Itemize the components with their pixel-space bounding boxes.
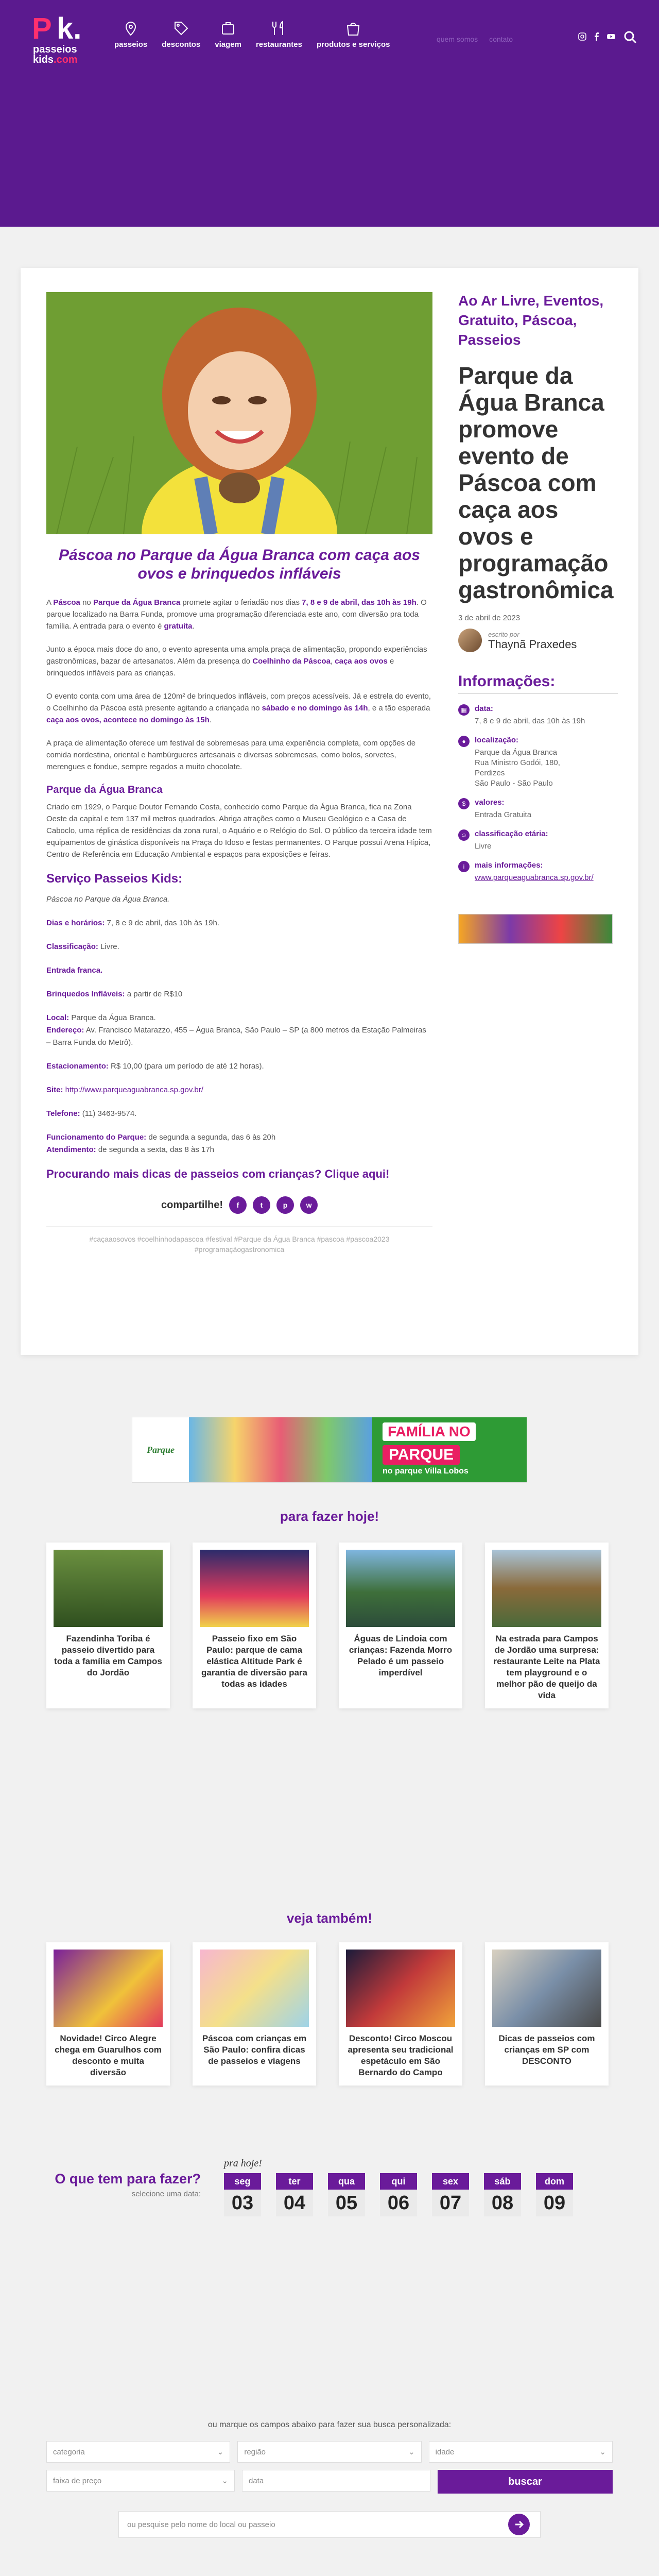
banner-text-3: no parque Villa Lobos (383, 1467, 469, 1476)
article-subtitle: Páscoa no Parque da Água Branca com caça aos ovos e brinquedos infláveis (59, 547, 420, 582)
logo-letter-p: P (32, 12, 52, 45)
dollar-icon: $ (458, 798, 470, 809)
nav-label: passeios (114, 40, 148, 49)
nav-item-viagem[interactable] (215, 20, 241, 49)
suitcase-icon (219, 20, 237, 37)
post-thumbnail (200, 1550, 309, 1627)
post-thumbnail (54, 1550, 163, 1627)
day-button[interactable]: qua 05 (328, 2173, 365, 2216)
see-also-cards (46, 1942, 613, 2086)
search-filters (46, 2420, 613, 2538)
nav-label: viagem (215, 40, 241, 49)
logo-text-kids: kids.com (33, 54, 78, 65)
paragraph-1: A Páscoa no Parque da Água Branca promete agitar o feriadão nos dias 7, 8 e 9 de abril, das 10h às 19h. O parque localizado na Barra Funda, promove uma programação diferenciada este ano, com diversão pra toda família. A entrada para o evento é gratuita. (46, 598, 427, 631)
main-nav (114, 20, 390, 49)
more-tips-link[interactable]: Procurando mais dicas de passeios com crianças? Clique aqui! (46, 1167, 390, 1180)
day-button[interactable]: sáb 08 (484, 2173, 521, 2216)
post-thumbnail (200, 1950, 309, 2027)
paragraph-3: O evento conta com uma área de 120m² de brinquedos infláveis, com preços acessíveis. Já e estrela do evento, o Coelhinho da Páscoa está presente agitando a criançada no sábado e no domingo às 14h, e a tão esperada caça aos ovos, acontece no domingo às 15h. (46, 692, 431, 724)
info-data: ▦ data: 7, 8 e 9 de abril, das 10h às 19h (458, 704, 618, 726)
post-card[interactable] (193, 1942, 316, 2086)
nav-item-produtos[interactable] (317, 20, 390, 49)
info-icon: i (458, 861, 470, 872)
share-label: compartilhe! (161, 1199, 223, 1211)
servico-dias: Dias e horários: 7, 8 e 9 de abril, das 10h às 19h. (46, 919, 220, 927)
post-card[interactable] (339, 1543, 462, 1708)
author-prefix: escrito por (488, 630, 519, 638)
arrow-right-icon[interactable] (508, 2514, 530, 2535)
site-header (0, 0, 659, 227)
nav-item-descontos[interactable] (162, 20, 200, 49)
price-select[interactable]: faixa de preço ⌄ (46, 2470, 235, 2492)
more-info-link[interactable]: www.parqueaguabranca.sp.gov.br/ (475, 873, 594, 882)
post-thumbnail (54, 1950, 163, 2027)
post-title: Fazendinha Toriba é passeio divertido para toda a família em Campos do Jordão (54, 1634, 162, 1677)
facebook-icon[interactable] (592, 32, 601, 41)
filters-title: ou marque os campos abaixo para fazer sua busca personalizada: (207, 2420, 452, 2429)
article-date: 3 de abril de 2023 (458, 614, 521, 622)
article-sidebar (458, 291, 618, 944)
category-select[interactable]: categoria ⌄ (46, 2441, 230, 2463)
place-search-input[interactable]: ou pesquise pelo nome do local ou passeio (118, 2511, 541, 2538)
post-card[interactable] (46, 1543, 170, 1708)
see-also-section-title: veja também! (286, 1910, 373, 1926)
link-contato[interactable]: contato (489, 35, 513, 43)
calendar-icon: ▦ (458, 704, 470, 716)
nav-item-restaurantes[interactable] (256, 20, 302, 49)
servico-estacionamento: Estacionamento: R$ 10,00 (para um período de até 12 horas). (46, 1062, 264, 1071)
post-title: Desconto! Circo Moscou apresenta seu tradicional espetáculo em São Bernardo do Campo (348, 2033, 454, 2077)
date-picker-subtitle: selecione uma data: (131, 2190, 201, 2198)
paragraph-4: A praça de alimentação oferece um festival de sobremesas para uma experiência completa, com opções de comida nordestina, oriental e hambúrgueres artesanais e diversas sobremesas, como bolos, sorvetes, merengues e fondue, sempre regados a muito chocolate. (46, 739, 416, 771)
search-icon[interactable] (623, 30, 637, 44)
region-select[interactable]: região ⌄ (237, 2441, 421, 2463)
info-price: $ valores: Entrada Gratuita (458, 798, 618, 820)
banner-logo: Parque (132, 1417, 189, 1482)
date-picker-section (46, 2158, 613, 2214)
link-quem-somos[interactable]: quem somos (437, 35, 478, 43)
banner-text-2: PARQUE (383, 1445, 460, 1465)
post-title: Novidade! Circo Alegre chega em Guarulhos com desconto e muita diversão (55, 2033, 162, 2077)
article-card (21, 268, 638, 1355)
post-thumbnail (492, 1950, 601, 2027)
today-section-title: para fazer hoje! (280, 1509, 379, 1524)
day-list (224, 2173, 573, 2216)
author-name: Thaynã Praxedes (488, 637, 577, 651)
nav-label: restaurantes (255, 40, 302, 49)
share-bar (46, 1196, 432, 1214)
today-hint: pra hoje! (224, 2158, 262, 2169)
logo-text-passeios: passeios (33, 44, 77, 55)
post-title: Na estrada para Campos de Jordão uma surpresa: restaurante Leite na Plata tem playground e o melhor pão de queijo da vida (493, 1634, 600, 1700)
share-pinterest-icon[interactable]: p (276, 1196, 294, 1214)
servico-local: Local: Parque da Água Branca. Endereço: Av. Francisco Matarazzo, 455 – Água Branca, São Paulo – SP (a 800 metros da Estação Palmeiras – Barra Funda do Metrô). (46, 1013, 426, 1047)
nav-item-passeios[interactable] (114, 20, 147, 49)
post-title: Passeio fixo em São Paulo: parque de cama elástica Altitude Park é garantia de diversão para todas as idades (201, 1634, 307, 1689)
servico-classificacao: Classificação: Livre. (46, 942, 119, 951)
heading-servico: Serviço Passeios Kids: (46, 872, 183, 886)
post-thumbnail (492, 1550, 601, 1627)
chevron-down-icon: ⌄ (221, 2477, 228, 2485)
post-title: Águas de Lindoia com crianças: Fazenda Morro Pelado é um passeio imperdível (349, 1634, 453, 1677)
header-socials (578, 32, 616, 41)
site-logo[interactable] (32, 13, 94, 65)
day-button[interactable]: dom 09 (536, 2173, 573, 2216)
date-picker-title: O que tem para fazer? (55, 2171, 201, 2187)
info-title: Informações: (458, 673, 618, 694)
sidebar-ad-banner[interactable] (458, 914, 613, 944)
youtube-icon[interactable] (606, 32, 616, 41)
servico-funcionamento: Funcionamento do Parque: de segunda a segunda, das 6 às 20h Atendimento: de segunda a sexta, das 8 às 17h (46, 1133, 276, 1154)
article-title: Parque da Água Branca promove evento de Páscoa com caça aos ovos e programação gastronômica (458, 362, 614, 603)
day-button[interactable]: qui 06 (380, 2173, 417, 2216)
post-card[interactable] (339, 1942, 462, 2086)
familia-no-parque-banner[interactable] (132, 1417, 527, 1483)
paragraph-2: Junto a época mais doce do ano, o evento apresenta uma ampla praça de alimentação, propondo experiências gastronômicas, bazar de artesanatos. Além da presença do Coelhinho da Páscoa, caça aos ovos e brinquedos infláveis para as crianças. (46, 645, 427, 677)
banner-text-1: FAMÍLIA NO (383, 1422, 476, 1441)
age-select[interactable]: idade ⌄ (429, 2441, 613, 2463)
post-title: Páscoa com crianças em São Paulo: confira dicas de passeios e viagens (202, 2033, 307, 2066)
share-facebook-icon[interactable]: f (229, 1196, 247, 1214)
nav-label: produtos e serviços (316, 40, 390, 49)
chevron-down-icon: ⌄ (408, 2448, 415, 2456)
top-links (437, 35, 513, 43)
servico-entrada: Entrada franca. (46, 966, 103, 975)
shopping-icon (344, 20, 362, 37)
site-link[interactable]: http://www.parqueaguabranca.sp.gov.br/ (63, 1086, 203, 1094)
avatar (458, 629, 482, 652)
banner-photos (189, 1417, 372, 1482)
chevron-down-icon: ⌄ (217, 2448, 224, 2456)
banner-text-area (372, 1417, 527, 1482)
chevron-down-icon: ⌄ (599, 2448, 606, 2456)
post-thumbnail (346, 1550, 455, 1627)
share-twitter-icon[interactable]: t (253, 1196, 270, 1214)
map-pin-icon (122, 20, 140, 37)
instagram-icon[interactable] (578, 32, 587, 41)
nav-label: descontos (162, 40, 201, 49)
tag-icon (172, 20, 190, 37)
info-more: i mais informações: www.parqueaguabranca.sp.gov.br/ (458, 861, 618, 883)
people-icon: ☺ (458, 829, 470, 841)
fork-knife-icon (270, 20, 288, 37)
article-categories[interactable]: Ao Ar Livre, Eventos, Gratuito, Páscoa, Passeios (458, 293, 604, 348)
child-photo (46, 292, 432, 534)
servico-site: Site: http://www.parqueaguabranca.sp.gov.br/ (46, 1086, 203, 1094)
heading-parque: Parque da Água Branca (46, 784, 163, 795)
info-location: ● localização: Parque da Água Branca Rua Ministro Godói, 180, Perdizes São Paulo - São Paulo (458, 736, 618, 789)
info-age: ☺ classificação etária: Livre (458, 829, 618, 852)
post-title: Dicas de passeios com crianças em SP com DESCONTO (498, 2033, 595, 2066)
day-button[interactable]: seg 03 (224, 2173, 261, 2216)
location-icon: ● (458, 736, 470, 747)
today-cards (46, 1543, 613, 1708)
post-card[interactable] (485, 1543, 609, 1708)
post-card[interactable] (485, 1942, 609, 2086)
post-card[interactable] (193, 1543, 316, 1708)
search-button[interactable]: buscar (438, 2470, 613, 2494)
servico-intro: Páscoa no Parque da Água Branca. (46, 895, 170, 904)
author-block (458, 629, 618, 652)
post-card[interactable] (46, 1942, 170, 2086)
day-button[interactable]: ter 04 (276, 2173, 313, 2216)
article-tags[interactable]: #caçaaosovos #coelhinhodapascoa #festival #Parque da Água Branca #pascoa #pascoa2023 #programaçãogastronomica (46, 1226, 432, 1255)
post-thumbnail (346, 1950, 455, 2027)
servico-brinquedos: Brinquedos Infláveis: a partir de R$10 (46, 990, 183, 998)
share-whatsapp-icon[interactable]: w (300, 1196, 318, 1214)
date-input[interactable]: data (242, 2470, 430, 2492)
logo-letter-k: k. (57, 12, 82, 45)
article-hero-image (46, 292, 432, 534)
day-button[interactable]: sex 07 (432, 2173, 469, 2216)
paragraph-5: Criado em 1929, o Parque Doutor Fernando Costa, conhecido como Parque da Água Branca, fica na Zona Oeste da capital e tem 137 mil metros quadrados. Abriga atrações como o Museu Geológico e a Casa de Caboclo, uma réplica de residências da zona rural, o Aquário e o Relógio do Sol. O público da terceira idade tem equipamentos de ginástica disponíveis na Praça do Idoso e festas permanentes. O Parque possui Arena Hípica, Centro de Referência em Educação Ambiental e espaços para exposições e feiras. (46, 803, 432, 859)
article-content (46, 546, 432, 1255)
servico-telefone: Telefone: (11) 3463-9574. (46, 1109, 137, 1118)
